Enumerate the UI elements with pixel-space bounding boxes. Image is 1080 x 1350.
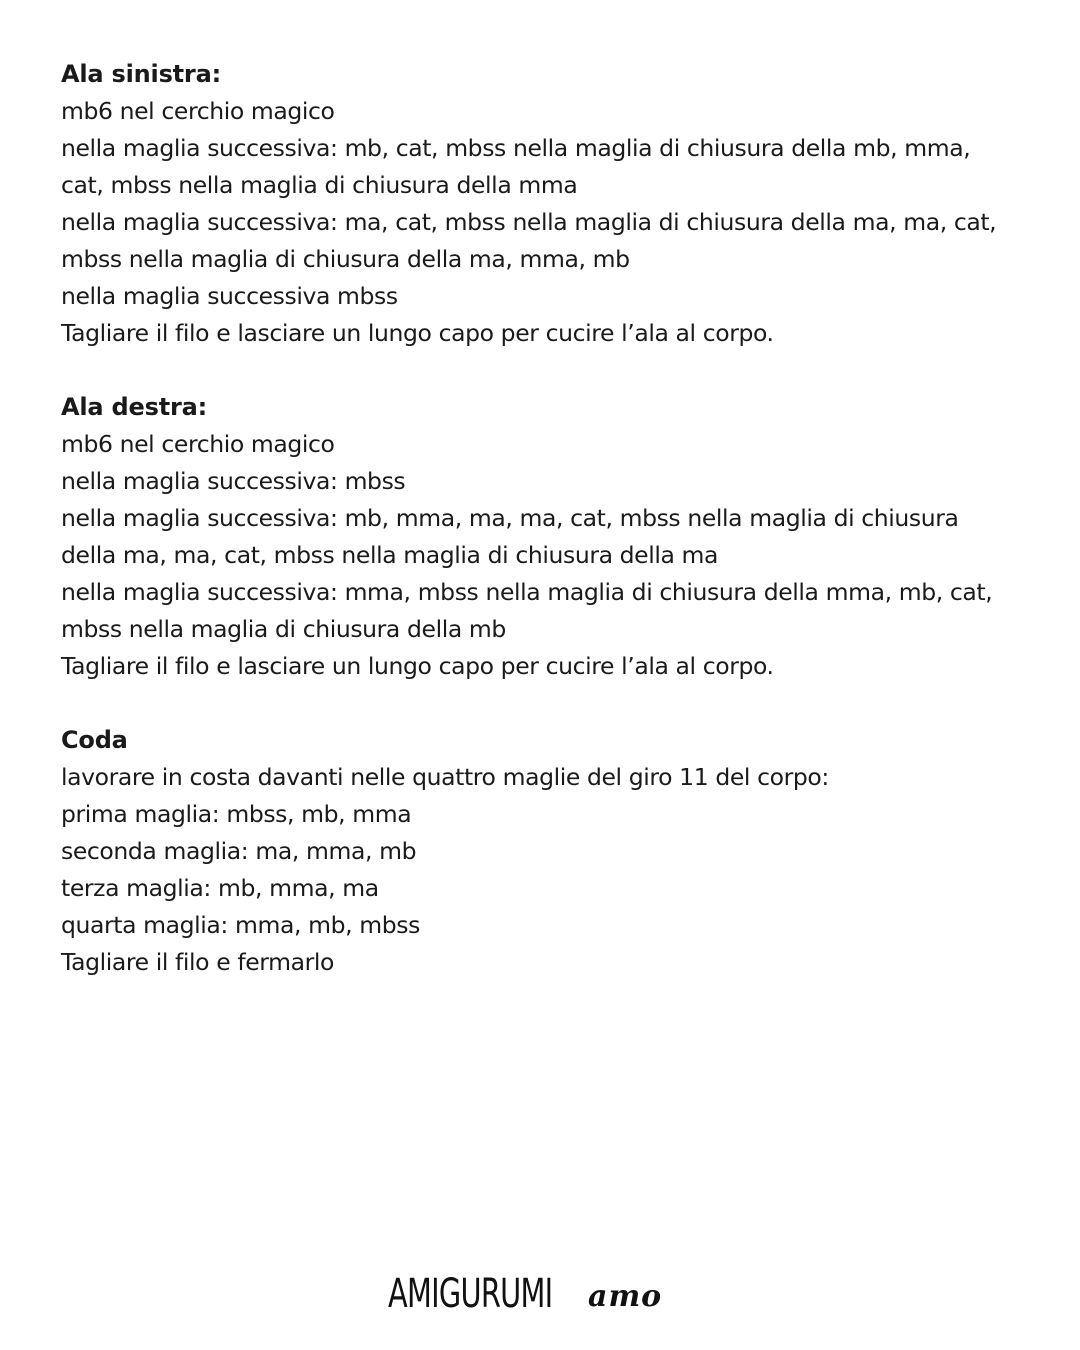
instruction-line: mbss nella maglia di chiusura della mb	[61, 615, 506, 643]
instruction-line: Tagliare il filo e lasciare un lungo capo per cucire l’ala al corpo.	[61, 652, 774, 680]
instruction-line: nella maglia successiva: mb, cat, mbss nella maglia di chiusura della mb, mma,	[61, 134, 971, 162]
section-title: Coda	[61, 726, 128, 754]
instruction-line: terza maglia: mb, mma, ma	[61, 874, 379, 902]
section-title: Ala destra:	[61, 393, 207, 421]
section-tail	[61, 722, 1031, 981]
instruction-line: mbss nella maglia di chiusura della ma, mma, mb	[61, 245, 630, 273]
instruction-line: lavorare in costa davanti nelle quattro maglie del giro 11 del corpo:	[61, 763, 829, 791]
instruction-line: della ma, ma, cat, mbss nella maglia di chiusura della ma	[61, 541, 719, 569]
section-title: Ala sinistra:	[61, 60, 221, 88]
instruction-line: prima maglia: mbss, mb, mma	[61, 800, 412, 828]
instruction-line: nella maglia successiva: mbss	[61, 467, 406, 495]
instruction-line: nella maglia successiva: mb, mma, ma, ma, cat, mbss nella maglia di chiusura	[61, 504, 959, 532]
pattern-content	[61, 56, 1031, 1018]
section-left-wing	[61, 56, 1031, 352]
instruction-line: nella maglia successiva: ma, cat, mbss nella maglia di chiusura della ma, ma, cat,	[61, 208, 997, 236]
instruction-line: Tagliare il filo e lasciare un lungo capo per cucire l’ala al corpo.	[61, 319, 774, 347]
instruction-line: Tagliare il filo e fermarlo	[61, 948, 334, 976]
logo-wordmark: AMIGURUMI	[388, 1271, 553, 1317]
instruction-line: quarta maglia: mma, mb, mbss	[61, 911, 420, 939]
instruction-line: seconda maglia: ma, mma, mb	[61, 837, 417, 865]
brand-logo	[388, 1262, 663, 1318]
instruction-line: nella maglia successiva: mma, mbss nella maglia di chiusura della mma, mb, cat,	[61, 578, 993, 606]
logo-script: amo	[588, 1279, 663, 1314]
instruction-line: mb6 nel cerchio magico	[61, 97, 335, 125]
instruction-line: mb6 nel cerchio magico	[61, 430, 335, 458]
section-right-wing	[61, 389, 1031, 685]
instruction-line: cat, mbss nella maglia di chiusura della mma	[61, 171, 578, 199]
instruction-line: nella maglia successiva mbss	[61, 282, 398, 310]
